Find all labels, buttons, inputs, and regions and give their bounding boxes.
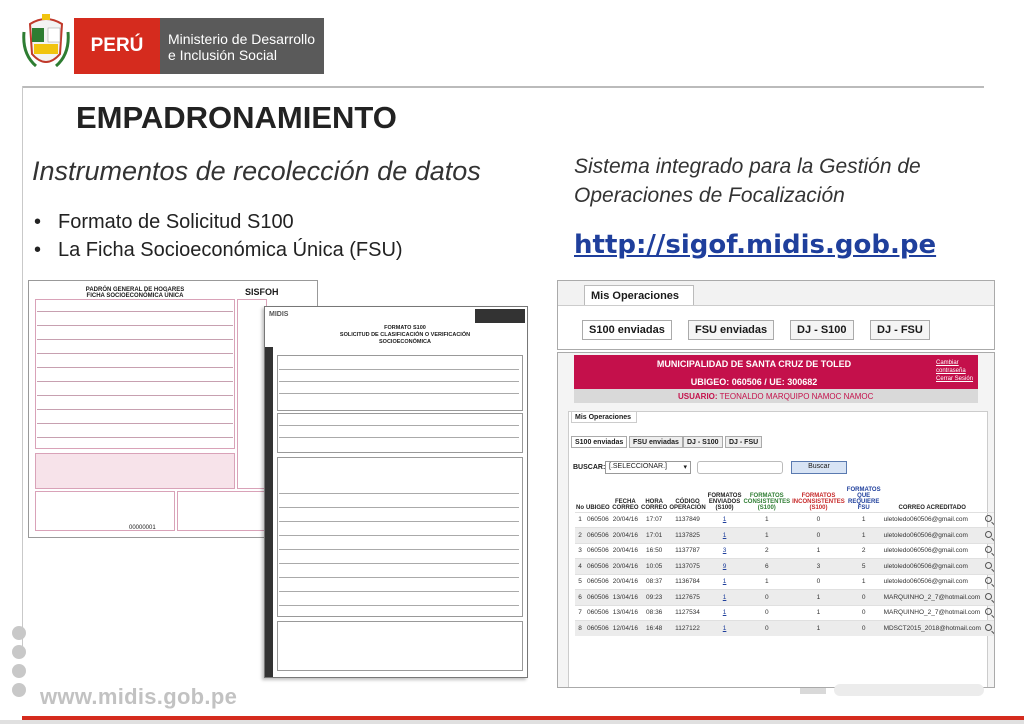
fsu-heading2: FICHA SOCIOECONÓMICA ÚNICA — [86, 293, 184, 299]
table-cell: 0 — [791, 574, 846, 590]
table-cell: 12/04/16 — [611, 621, 640, 637]
table-cell: 1136784 — [668, 574, 706, 590]
table-cell[interactable]: 3 — [707, 543, 743, 559]
table-cell: 20/04/16 — [611, 574, 640, 590]
sigof-link[interactable]: http://sigof.midis.gob.pe — [574, 230, 937, 260]
table-cell[interactable]: 1 — [707, 528, 743, 544]
table-cell: uletoledo060506@gmail.com — [882, 543, 983, 559]
col-correo: CORREO ACREDITADO — [898, 504, 966, 511]
footer-gray-stripe — [0, 720, 1024, 724]
table-cell: 13/04/16 — [611, 605, 640, 621]
left-divider — [22, 86, 23, 646]
table-cell: 060506 — [585, 559, 611, 575]
table-cell: 0 — [791, 528, 846, 544]
instruments-list — [34, 208, 403, 264]
fsu-serial: 00000001 — [129, 525, 156, 531]
mini-panel-title: Mis Operaciones — [571, 411, 637, 423]
col-fecha: FECHA CORREO — [612, 498, 639, 511]
s100-form-image — [264, 306, 528, 678]
list-item: • La Ficha Socioeconómica Única (FSU) — [34, 239, 403, 261]
col-no: No — [576, 504, 584, 511]
table-cell: 20/04/16 — [611, 543, 640, 559]
table-cell: 20/04/16 — [611, 559, 640, 575]
ministry-name — [160, 18, 324, 74]
ministry-name-line2: e Inclusión Social — [168, 47, 277, 63]
search-label: BUSCAR: — [573, 464, 606, 471]
table-cell: 2 — [575, 528, 585, 544]
table-cell[interactable]: 9 — [707, 559, 743, 575]
table-cell: 17:07 — [640, 512, 668, 528]
table-cell: 7 — [575, 605, 585, 621]
tab-fsu-enviadas[interactable]: FSU enviadas — [688, 320, 774, 340]
mini-tab-dj-s100[interactable]: DJ - S100 — [683, 436, 723, 448]
table-cell: 1127675 — [668, 590, 706, 606]
fsu-heading1: PADRÓN GENERAL DE HOGARES — [85, 287, 185, 293]
logout-link[interactable]: Cerrar Sesión — [936, 376, 974, 382]
row-action-cell[interactable] — [983, 590, 994, 606]
footer-logo — [800, 680, 990, 702]
table-cell: 1137075 — [668, 559, 706, 575]
magnifier-icon[interactable] — [985, 624, 992, 631]
page-title: EMPADRONAMIENTO — [76, 100, 397, 135]
table-cell: 060506 — [585, 574, 611, 590]
table-cell: 5 — [575, 574, 585, 590]
table-cell: MARQUINHO_2_7@hotmail.com — [882, 590, 983, 606]
row-action-cell[interactable] — [983, 528, 994, 544]
table-cell: 1 — [742, 512, 791, 528]
mini-tab-dj-fsu[interactable]: DJ - FSU — [725, 436, 762, 448]
table-cell: 09:23 — [640, 590, 668, 606]
table-cell: 1 — [791, 543, 846, 559]
table-cell: 16:50 — [640, 543, 668, 559]
list-item-label: La Ficha Socioeconómica Única (FSU) — [58, 239, 403, 261]
ubigeo-label: UBIGEO: 060506 / UE: 300682 — [690, 377, 818, 387]
table-header-row — [575, 484, 994, 512]
table-cell: 1 — [575, 512, 585, 528]
table-cell: 17:01 — [640, 528, 668, 544]
table-cell: 0 — [742, 621, 791, 637]
table-cell: 10:05 — [640, 559, 668, 575]
tab-bar — [558, 305, 994, 349]
table-cell: MARQUINHO_2_7@hotmail.com — [882, 605, 983, 621]
table-cell: 0 — [846, 621, 882, 637]
table-row[interactable] — [575, 590, 994, 606]
table-row[interactable] — [575, 512, 994, 528]
table-cell: 1137849 — [668, 512, 706, 528]
tab-dj-fsu[interactable]: DJ - FSU — [870, 320, 930, 340]
table-cell: uletoledo060506@gmail.com — [882, 512, 983, 528]
table-cell[interactable]: 1 — [707, 621, 743, 637]
col-codigo: CÓDIGO OPERACIÓN — [669, 498, 706, 511]
table-cell: 08:36 — [640, 605, 668, 621]
table-cell: 2 — [742, 543, 791, 559]
table-cell: 08:37 — [640, 574, 668, 590]
table-row[interactable] — [575, 574, 994, 590]
header-divider — [22, 86, 984, 88]
table-cell[interactable]: 1 — [707, 512, 743, 528]
table-cell: 060506 — [585, 528, 611, 544]
table-row[interactable] — [575, 528, 994, 544]
operations-panel — [568, 411, 988, 688]
row-action-cell[interactable] — [983, 605, 994, 621]
search-filter-value: [.SELECCIONAR.] — [609, 463, 667, 470]
table-cell: uletoledo060506@gmail.com — [882, 559, 983, 575]
table-cell: 6 — [575, 590, 585, 606]
table-cell: 1 — [846, 512, 882, 528]
instagram-icon[interactable] — [12, 664, 26, 678]
table-cell: 8 — [575, 621, 585, 637]
user-bar — [574, 389, 978, 403]
tab-dj-s100[interactable]: DJ - S100 — [790, 320, 854, 340]
col-ubigeo: UBIGEO — [586, 504, 610, 511]
coat-of-arms-icon — [22, 14, 70, 76]
table-cell: 20/04/16 — [611, 528, 640, 544]
table-cell: 1137787 — [668, 543, 706, 559]
magnifier-icon[interactable] — [985, 608, 992, 615]
table-cell: 060506 — [585, 621, 611, 637]
change-password-link[interactable]: Cambiar — [936, 360, 959, 366]
table-cell: 1 — [791, 605, 846, 621]
user-label: USUARIO: — [678, 392, 718, 401]
magnifier-icon[interactable] — [985, 577, 992, 584]
table-cell: 1 — [742, 528, 791, 544]
table-cell: 13/04/16 — [611, 590, 640, 606]
table-cell: 20/04/16 — [611, 512, 640, 528]
panel-title: Mis Operaciones — [584, 285, 694, 305]
magnifier-icon[interactable] — [985, 515, 992, 522]
row-action-cell[interactable] — [983, 574, 994, 590]
col-inconsistentes: FORMATOS INCONSISTENTES (S100) — [792, 492, 845, 511]
search-button[interactable]: Buscar — [791, 461, 847, 474]
row-action-cell[interactable] — [983, 512, 994, 528]
table-cell: 060506 — [585, 512, 611, 528]
table-cell: 5 — [846, 559, 882, 575]
table-cell: 3 — [791, 559, 846, 575]
table-cell: 0 — [846, 590, 882, 606]
table-cell: 16:48 — [640, 621, 668, 637]
row-action-cell[interactable] — [983, 621, 994, 637]
table-cell: 6 — [742, 559, 791, 575]
table-cell: 1127534 — [668, 605, 706, 621]
col-action — [983, 484, 994, 512]
ministry-logo — [22, 14, 324, 76]
magnifier-icon[interactable] — [985, 531, 992, 538]
table-cell: 0 — [742, 590, 791, 606]
social-icons — [12, 626, 32, 702]
table-cell: 3 — [575, 543, 585, 559]
table-cell: 4 — [575, 559, 585, 575]
table-cell: 060506 — [585, 543, 611, 559]
facebook-icon[interactable] — [12, 626, 26, 640]
chevron-down-icon: ▾ — [683, 464, 687, 471]
operations-table — [575, 484, 994, 636]
table-cell: 0 — [791, 512, 846, 528]
table-cell: uletoledo060506@gmail.com — [882, 528, 983, 544]
table-cell: 1 — [846, 574, 882, 590]
search-input[interactable] — [697, 461, 783, 474]
ministry-name-line1: Ministerio de Desarrollo — [168, 31, 316, 47]
table-cell: 0 — [742, 605, 791, 621]
table-cell: 1 — [742, 574, 791, 590]
table-cell: 060506 — [585, 590, 611, 606]
sigof-app-screenshot — [557, 352, 995, 688]
col-consistentes: FORMATOS CONSISTENTES (S100) — [743, 492, 791, 511]
s100-heading1: FORMATO S100 — [384, 325, 426, 331]
col-hora: HORA CORREO — [641, 498, 668, 511]
row-action-cell[interactable] — [983, 543, 994, 559]
table-cell[interactable]: 1 — [707, 574, 743, 590]
col-enviados: FORMATOS ENVIADOS (S100) — [707, 492, 742, 511]
table-cell: 1 — [791, 621, 846, 637]
change-password-link-2[interactable]: contraseña — [936, 368, 966, 374]
list-item-label: Formato de Solicitud S100 — [58, 211, 294, 233]
table-cell: 1 — [791, 590, 846, 606]
mini-tab-s100-enviadas[interactable]: S100 enviadas — [571, 436, 627, 448]
magnifier-icon[interactable] — [985, 593, 992, 600]
account-links — [936, 359, 978, 383]
list-item: • Formato de Solicitud S100 — [34, 211, 294, 233]
table-row[interactable] — [575, 559, 994, 575]
search-filter-select[interactable] — [605, 461, 691, 474]
table-cell: 060506 — [585, 605, 611, 621]
sisfoh-brand: SISFOH — [245, 287, 279, 297]
table-cell: 1127122 — [668, 621, 706, 637]
table-row[interactable] — [575, 621, 994, 637]
tab-s100-enviadas[interactable]: S100 enviadas — [582, 320, 672, 340]
table-row[interactable] — [575, 543, 994, 559]
table-cell: 0 — [846, 605, 882, 621]
col-requiere-fsu: FORMATOS QUE REQUIERE FSU — [846, 486, 881, 511]
table-cell: 1137825 — [668, 528, 706, 544]
table-cell[interactable]: 1 — [707, 605, 743, 621]
footer-url[interactable]: www.midis.gob.pe — [40, 684, 238, 709]
magnifier-icon[interactable] — [985, 546, 992, 553]
table-cell: MDSCT2015_2018@hotmail.com — [882, 621, 983, 637]
youtube-icon[interactable] — [12, 683, 26, 697]
municipality-name: MUNICIPALIDAD DE SANTA CRUZ DE TOLED — [656, 359, 852, 369]
user-name: TEONALDO MARQUIPO NAMOC NAMOC — [719, 392, 874, 401]
table-cell: 1 — [846, 528, 882, 544]
s100-brand: MIDIS — [269, 311, 289, 318]
peru-label: PERÚ — [74, 18, 160, 74]
table-cell: 2 — [846, 543, 882, 559]
table-cell: uletoledo060506@gmail.com — [882, 574, 983, 590]
table-cell[interactable]: 1 — [707, 590, 743, 606]
instruments-subtitle: Instrumentos de recolección de datos — [32, 156, 481, 186]
row-action-cell[interactable] — [983, 559, 994, 575]
s100-heading2: SOLICITUD DE CLASIFICACIÓN O VERIFICACIÓN SOCIOECONÓMICA — [339, 332, 471, 345]
operations-panel-zoom — [557, 280, 995, 350]
magnifier-icon[interactable] — [985, 562, 992, 569]
mini-tab-fsu-enviadas[interactable]: FSU enviadas — [629, 436, 683, 448]
system-subtitle: Sistema integrado para la Gestión de Operaciones de Focalización — [574, 155, 921, 207]
twitter-icon[interactable] — [12, 645, 26, 659]
table-row[interactable] — [575, 605, 994, 621]
